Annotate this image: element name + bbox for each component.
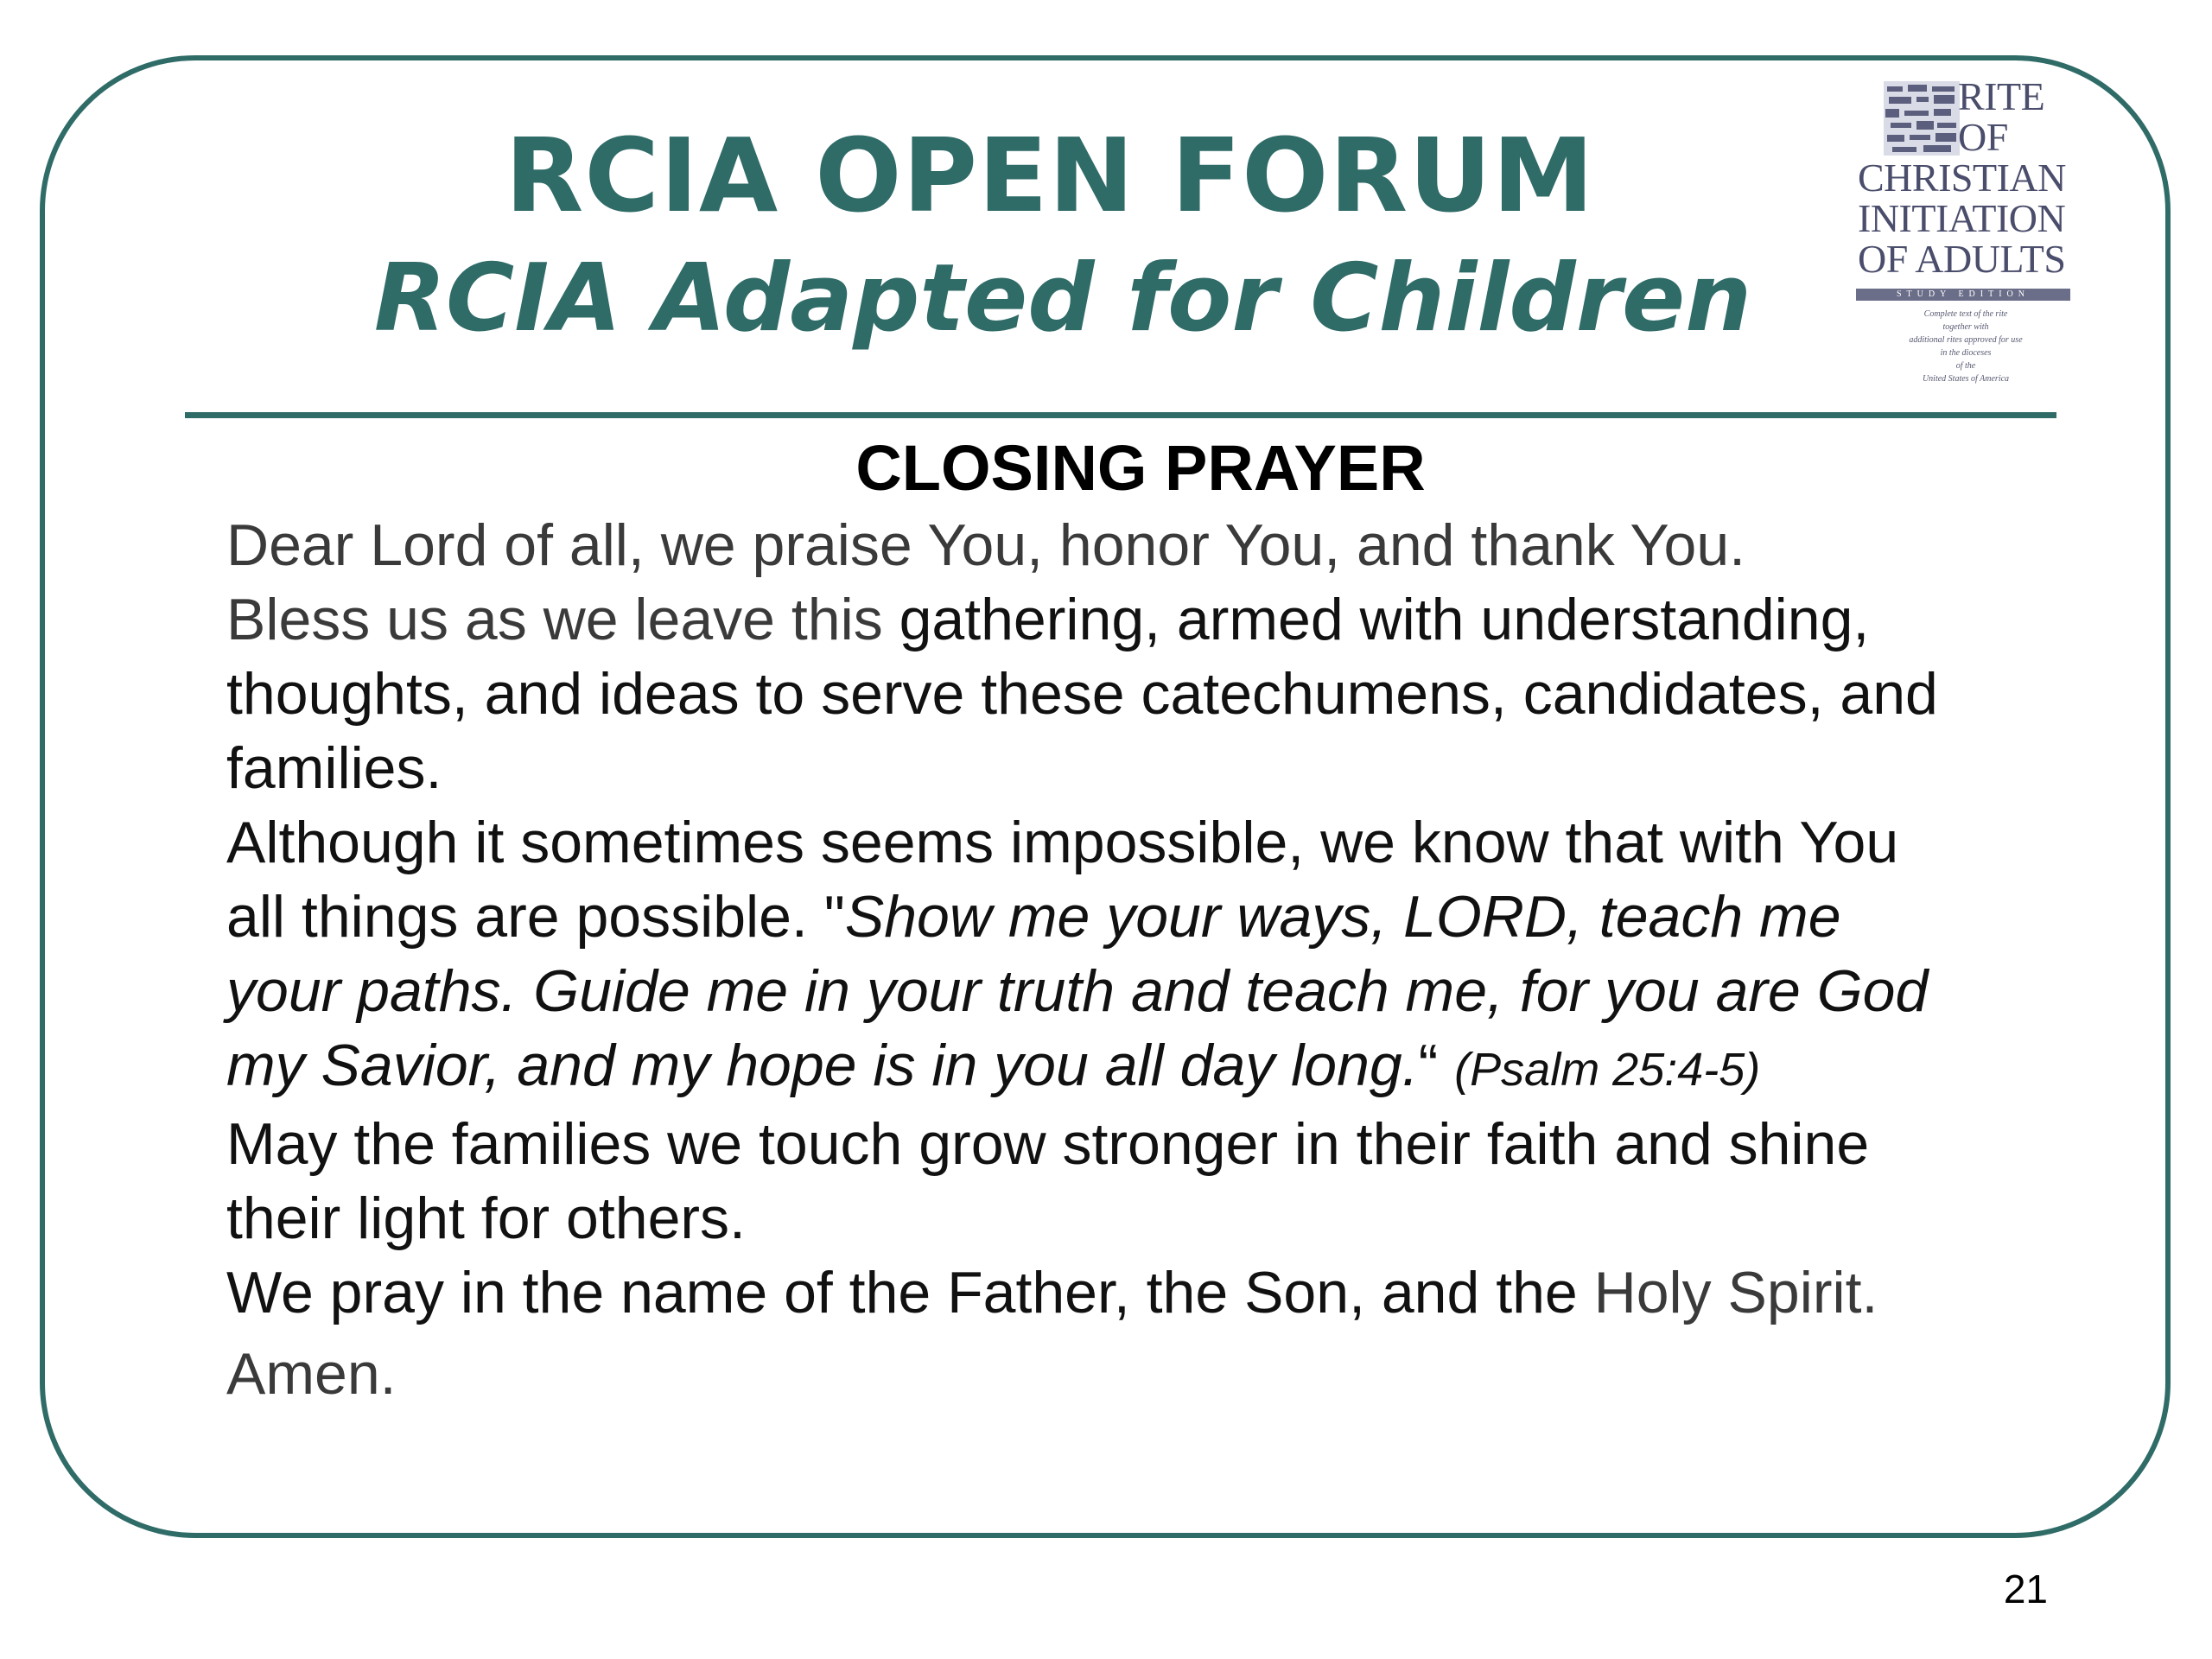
scripture-quote: my Savior, and my hope is in you all day long. (226, 1033, 1419, 1098)
logo-fine-print (1866, 308, 2065, 385)
logo-line-christian: CHRISTIAN (1858, 156, 2066, 200)
prayer-fragment: We pray in the name of the Father, the Son, and the (226, 1260, 1578, 1325)
prayer-line: Although it sometimes seems impossible, we know that with You (226, 810, 1899, 875)
logo-fine-line: Complete text of the rite (1923, 309, 2008, 319)
prayer-fragment: Holy Spirit. (1577, 1260, 1878, 1325)
logo-fine-line: additional rites approved for use (1909, 335, 2023, 345)
prayer-amen: Amen. (226, 1341, 397, 1407)
page-number: 21 (2003, 1567, 2048, 1611)
scripture-quote: your paths. Guide me in your truth and teach me, for you are God (226, 958, 1929, 1024)
prayer-fragment: Bless us as we leave this (226, 587, 883, 652)
prayer-line (226, 582, 2084, 657)
scripture-quote: Show me your ways, LORD, teach me (844, 884, 1841, 950)
section-heading: CLOSING PRAYER (855, 432, 1426, 504)
prayer-line: thoughts, and ideas to serve these catechumens, candidates, and (226, 661, 1938, 727)
slide-title: RCIA OPEN FORUM (505, 116, 1595, 235)
prayer-text (226, 508, 2084, 1411)
prayer-line: Dear Lord of all, we praise You, honor You, and thank You. (226, 512, 1746, 578)
prayer-line: their light for others. (226, 1185, 746, 1251)
slide-subtitle: RCIA Adapted for Children (373, 245, 1752, 353)
prayer-line (226, 1028, 2084, 1107)
prayer-fragment: “ (1418, 1033, 1455, 1098)
logo-fine-line: in the dioceses (1940, 348, 1992, 358)
logo-text (1849, 76, 2074, 279)
prayer-line: families. (226, 735, 442, 801)
prayer-fragment: all things are possible. " (226, 884, 845, 950)
title-divider (185, 412, 2056, 418)
logo-line-rite: RITE (1958, 74, 2045, 118)
logo-line-of-adults: OF ADULTS (1858, 237, 2066, 281)
prayer-line: May the families we touch grow stronger in their faith and shine (226, 1111, 1870, 1177)
logo-line-of: OF (1958, 115, 2008, 159)
logo-fine-line: together with (1942, 322, 1989, 332)
logo-edition-band: STUDY EDITION (1856, 289, 2070, 301)
logo-fine-line: of the (1955, 361, 1976, 371)
logo-fine-line: United States of America (1922, 374, 2010, 384)
scripture-citation: (Psalm 25:4-5) (1454, 1044, 1761, 1096)
logo-line-initiation: INITIATION (1858, 196, 2066, 240)
prayer-line (226, 1255, 2084, 1330)
prayer-fragment: gathering, armed with understanding, (882, 587, 1870, 652)
prayer-line (226, 880, 2084, 954)
rcia-book-logo (1849, 76, 2074, 401)
